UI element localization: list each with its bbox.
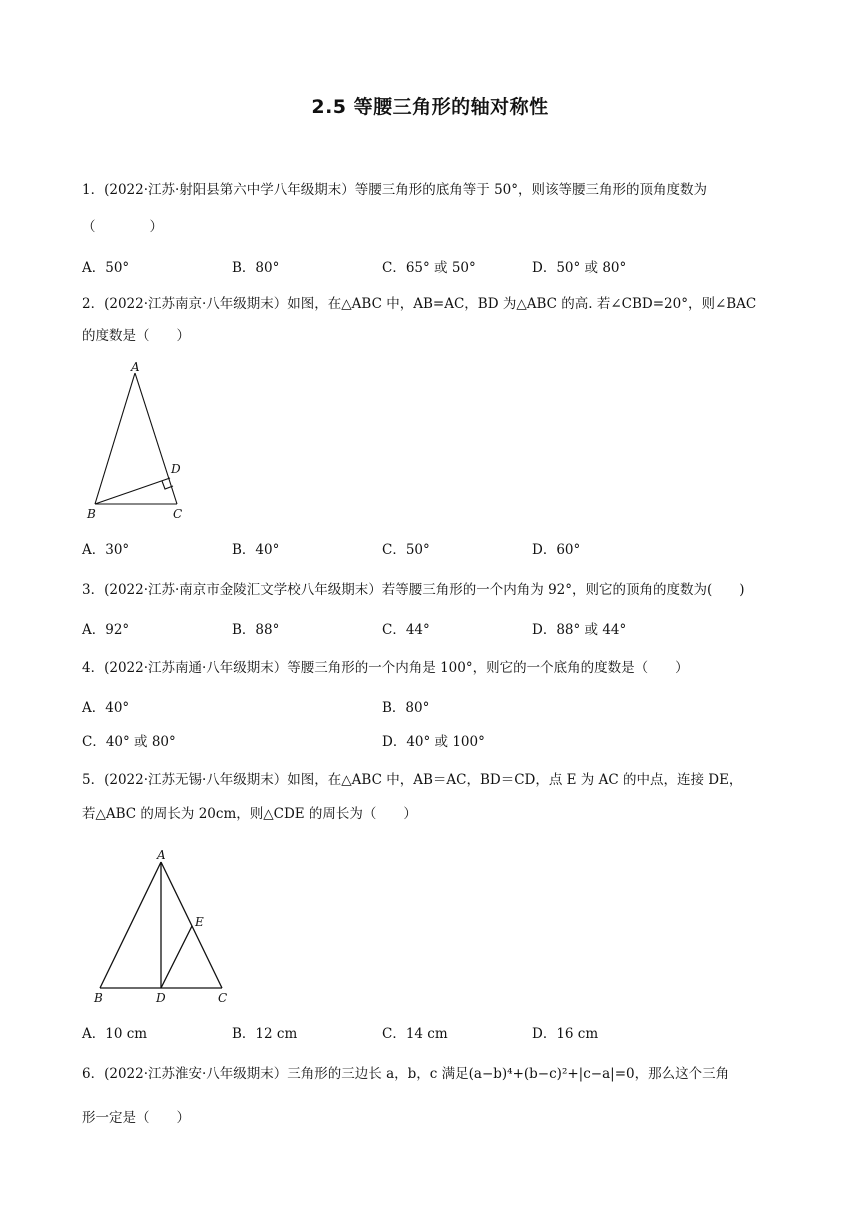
question-5-figure: [88, 846, 238, 1006]
question-4-stem: 4．(2022·江苏南通·八年级期末）等腰三角形的一个内角是 100°，则它的一个底角的度数是（ ）: [82, 660, 689, 676]
q2-label-a: A: [131, 360, 140, 374]
q5-label-c: C: [218, 991, 228, 1005]
q5-label-e: E: [195, 915, 204, 929]
q3-option-a: A．92°: [82, 622, 130, 638]
q5-side-ab: [100, 862, 161, 988]
q5-option-a: A．10 cm: [82, 1026, 148, 1042]
q1-option-d: D．50° 或 80°: [532, 260, 627, 276]
question-6-stem-line1: [82, 1064, 729, 1084]
q2-label-b: B: [87, 507, 96, 521]
q5-option-b: B．12 cm: [232, 1026, 298, 1042]
q6-stem-prefix: 6．(2022·江苏淮安·八年级期末）三角形的三边长 a，b，c 满足: [82, 1066, 469, 1082]
question-2-figure: [80, 358, 190, 523]
q4-option-d: D．40° 或 100°: [382, 734, 485, 750]
page-title: 2.5 等腰三角形的轴对称性: [311, 96, 549, 118]
q5-option-c: C．14 cm: [382, 1026, 448, 1042]
q4-option-c: C．40° 或 80°: [82, 734, 176, 750]
q5-segment-de: [161, 926, 192, 988]
q1-option-b: B．80°: [232, 260, 280, 276]
q4-option-a: A．40°: [82, 700, 130, 716]
question-1-stem: 1．(2022·江苏·射阳县第六中学八年级期末）等腰三角形的底角等于 50°，则该等腰三角形的顶角度数为: [82, 182, 708, 198]
q2-option-c: C．50°: [382, 542, 430, 558]
q3-option-d: D．88° 或 44°: [532, 622, 627, 638]
question-5-stem-line1: 5．(2022·江苏无锡·八年级期末）如图，在△ABC 中，AB＝AC，BD＝CD，点 E 为 AC 的中点，连接 DE，: [82, 772, 743, 788]
q6-stem-suffix: ，那么这个三角: [634, 1066, 730, 1082]
q2-label-c: C: [173, 507, 183, 521]
q4-option-b: B．80°: [382, 700, 430, 716]
q2-option-a: A．30°: [82, 542, 130, 558]
q1-option-c: C．65° 或 50°: [382, 260, 476, 276]
q3-option-c: C．44°: [382, 622, 430, 638]
q2-altitude-bd: [95, 478, 170, 504]
question-6-stem-line2: 形一定是（ ）: [82, 1110, 190, 1126]
q2-option-d: D．60°: [532, 542, 581, 558]
question-5-stem-line2: 若△ABC 的周长为 20cm，则△CDE 的周长为（ ）: [82, 806, 417, 822]
q6-formula: (a−b)⁴+(b−c)²+|c−a|=0: [468, 1066, 635, 1082]
q2-side-ab: [95, 373, 135, 504]
q2-side-ac: [135, 373, 177, 504]
question-2-stem-line1: 2．(2022·江苏南京·八年级期末）如图，在△ABC 中，AB=AC，BD 为△ABC 的高. 若∠CBD=20°，则∠BAC: [82, 296, 757, 312]
q5-label-a: A: [157, 848, 166, 862]
q2-label-d: D: [171, 462, 181, 476]
q5-label-b: B: [94, 991, 103, 1005]
question-1-paren: （ ）: [82, 219, 163, 235]
q5-option-d: D．16 cm: [532, 1026, 599, 1042]
q3-option-b: B．88°: [232, 622, 280, 638]
q5-label-d: D: [156, 991, 166, 1005]
q1-option-a: A．50°: [82, 260, 130, 276]
question-3-stem: 3．(2022·江苏·南京市金陵汇文学校八年级期末）若等腰三角形的一个内角为 92°，则它的顶角的度数为( ): [82, 582, 745, 598]
question-2-stem-line2: 的度数是（ ）: [82, 328, 190, 344]
q2-option-b: B．40°: [232, 542, 280, 558]
